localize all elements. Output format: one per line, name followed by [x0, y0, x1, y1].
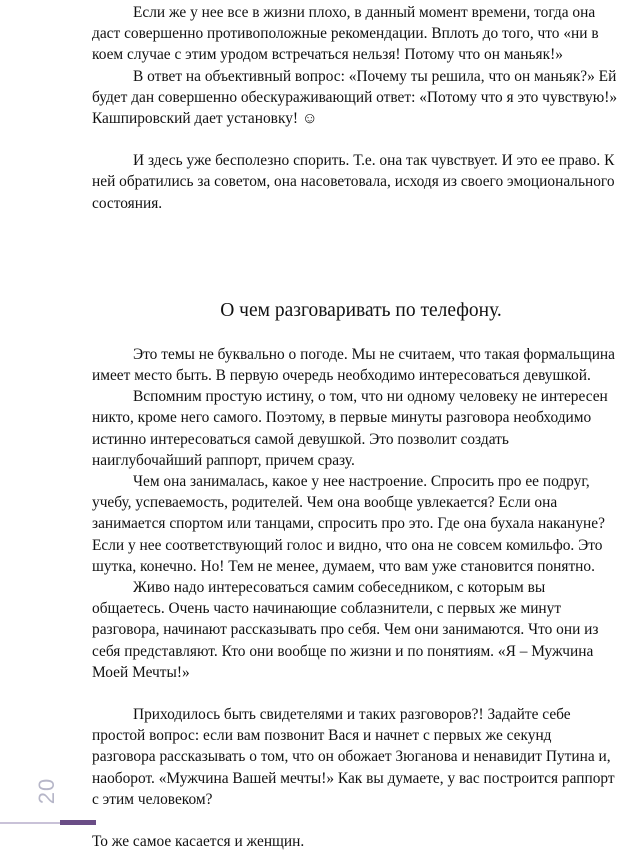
- paragraph: Если же у нее все в жизни плохо, в данный момент времени, тогда она даст совершенно противоположные рекомендации. Вплоть до того, что «ни в коем случае с этим уродом встречаться нельзя! Потому что он маньяк!»: [92, 4, 599, 64]
- closing-paragraph: То же самое касается и женщин.: [92, 833, 305, 851]
- paragraph: Живо надо интересоваться самим собеседником, с которым вы общаетесь. Очень часто начинающие соблазнители, с первых же минут разговора, начинают рассказывать про себя. Чем они занимаются. Что они из себя представляют. Кто они вообще по жизни и по понятиям. «Я – Мужчина Моей Мечты!»: [92, 579, 599, 681]
- section-spacer: [92, 324, 618, 344]
- paragraph: Чем она занималась, какое у нее настроение. Спросить про ее подруг, учебу, успеваемость, родителей. Чем она вообще увлекается? Если она занимается спортом или танцами, спросить про это. Где она бухала накануне? Если у нее соответствующий голос и видно, что она не совсем комильфо. Это шутка, конечно. Но! Тем не менее, думаем, что вам уже становится понятно.: [92, 473, 605, 575]
- section-heading: О чем разговаривать по телефону.: [220, 299, 502, 321]
- paragraph-spacer: [92, 683, 618, 704]
- section-spacer: [92, 214, 618, 298]
- paragraph: Вспомним простую истину, о том, что ни одному человеку не интересен никто, кроме него самого. Поэтому, в первые минуты разговора необходимо истинно интересоваться самой девушкой. Это позволит создать наиглубочайший раппорт, причем сразу.: [92, 388, 608, 469]
- paragraph: Приходилось быть свидетелями и таких разговоров?! Задайте себе простой вопрос: если вам позвонит Вася и начнет с первых же секунд разговора рассказывать о том, что он обожает Зюганова и ненавидит Путина и, наоборот. «Мужчина Вашей мечты!» Как вы думаете, у вас построится раппорт с этим человеком?: [92, 706, 615, 808]
- paragraph-spacer: [92, 129, 618, 150]
- paragraph: В ответ на объективный вопрос: «Почему ты решила, что он маньяк?» Ей будет дан совершенно обескураживающий ответ: «Потому что я это чувствую!» Кашпировский дает установку! ☺: [92, 67, 618, 128]
- footer-rule: [0, 822, 60, 824]
- page-number: 20: [34, 777, 59, 805]
- paragraph: Это темы не буквально о погоде. Мы не считаем, что такая формальщина имеет место быть. В первую очередь необходимо интересоваться девушкой.: [92, 345, 616, 385]
- page-content: [92, 2, 618, 852]
- paragraph: И здесь уже бесполезно спорить. Т.е. она так чувствует. И это ее право. К ней обратились за советом, она насоветовала, исходя из своего эмоционального состояния.: [92, 152, 615, 212]
- footer-accent-bar: [60, 820, 96, 825]
- paragraph-spacer: [92, 810, 618, 831]
